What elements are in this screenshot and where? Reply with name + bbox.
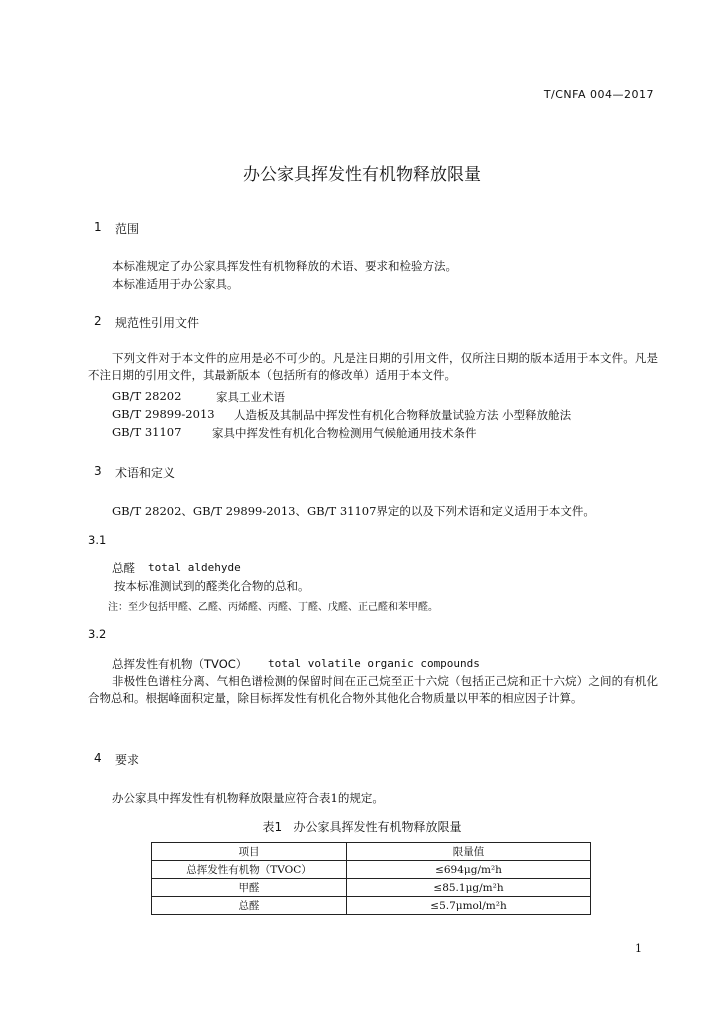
section-1-number: 1	[94, 220, 102, 234]
term-3-1-note: 注：至少包括甲醛、乙醛、丙烯醛、丙醛、丁醛、戊醛、正己醛和苯甲醛。	[108, 602, 438, 613]
reference-2-name: 人造板及其制品中挥发性有机化合物释放量试验方法 小型释放舱法	[234, 408, 572, 422]
term-3-1-en: total aldehyde	[148, 561, 241, 574]
table-header-row	[152, 843, 591, 861]
table-row	[152, 879, 591, 897]
term-3-2-number: 3.2	[88, 627, 107, 641]
term-3-2-en: total volatile organic compounds	[268, 657, 480, 670]
term-3-1-definition: 按本标准测试到的醛类化合物的总和。	[114, 579, 310, 593]
table-cell-limit: ≤694μg/m²h	[347, 861, 591, 879]
table-row	[152, 897, 591, 915]
term-3-2-cn: 总挥发性有机物（TVOC）	[112, 657, 248, 671]
table-cell-limit: ≤5.7μmol/m²h	[347, 897, 591, 915]
term-3-2-definition: 非极性色谱柱分离、气相色谱检测的保留时间在正己烷至正十六烷（包括正己烷和正十六烷）之间的有机化合物总和。根据峰面积定量，除目标挥发性有机化合物外其他化合物质量以甲苯的相应因子计算。	[88, 674, 658, 705]
scope-paragraph-2: 本标准适用于办公家具。	[112, 277, 239, 291]
requirements-intro: 办公家具中挥发性有机物释放限量应符合表1的规定。	[112, 791, 384, 805]
table-caption-title: 办公家具挥发性有机物释放限量	[293, 820, 462, 834]
table-cell-item: 甲醛	[152, 879, 347, 897]
table-row	[152, 861, 591, 879]
term-3-1-cn: 总醛	[112, 561, 135, 575]
table-caption	[0, 818, 724, 835]
section-4-number: 4	[94, 751, 102, 765]
reference-3-name: 家具中挥发性有机化合物检测用气候舱通用技术条件	[212, 426, 477, 440]
term-3-1-number: 3.1	[88, 533, 107, 547]
table-cell-item: 总挥发性有机物（TVOC）	[152, 861, 347, 879]
table-cell-limit: ≤85.1μg/m²h	[347, 879, 591, 897]
table-caption-number: 表1	[262, 820, 283, 834]
section-3-heading: 术语和定义	[115, 466, 176, 480]
reference-1-code: GB/T 28202	[112, 389, 182, 403]
standard-code: T/CNFA 004—2017	[543, 88, 654, 101]
section-3-number: 3	[94, 464, 102, 478]
reference-1-name: 家具工业术语	[216, 390, 285, 404]
table-header-item: 项目	[152, 843, 347, 861]
document-title: 办公家具挥发性有机物释放限量	[243, 165, 481, 185]
section-2-heading: 规范性引用文件	[115, 316, 200, 330]
reference-3-code: GB/T 31107	[112, 425, 182, 439]
terms-intro: GB/T 28202、GB/T 29899-2013、GB/T 31107界定的以及下列术语和定义适用于本文件。	[112, 504, 595, 518]
table-header-limit: 限量值	[347, 843, 591, 861]
section-4-heading: 要求	[115, 753, 140, 767]
reference-2-code: GB/T 29899-2013	[112, 407, 215, 421]
scope-paragraph-1: 本标准规定了办公家具挥发性有机物释放的术语、要求和检验方法。	[112, 259, 457, 273]
section-2-number: 2	[94, 314, 102, 328]
section-1-heading: 范围	[115, 222, 140, 236]
limits-table	[151, 842, 591, 915]
page-number: 1	[635, 942, 642, 955]
references-intro: 下列文件对于本文件的应用是必不可少的。凡是注日期的引用文件，仅所注日期的版本适用于本文件。凡是不注日期的引用文件，其最新版本（包括所有的修改单）适用于本文件。	[88, 351, 658, 382]
table-cell-item: 总醛	[152, 897, 347, 915]
